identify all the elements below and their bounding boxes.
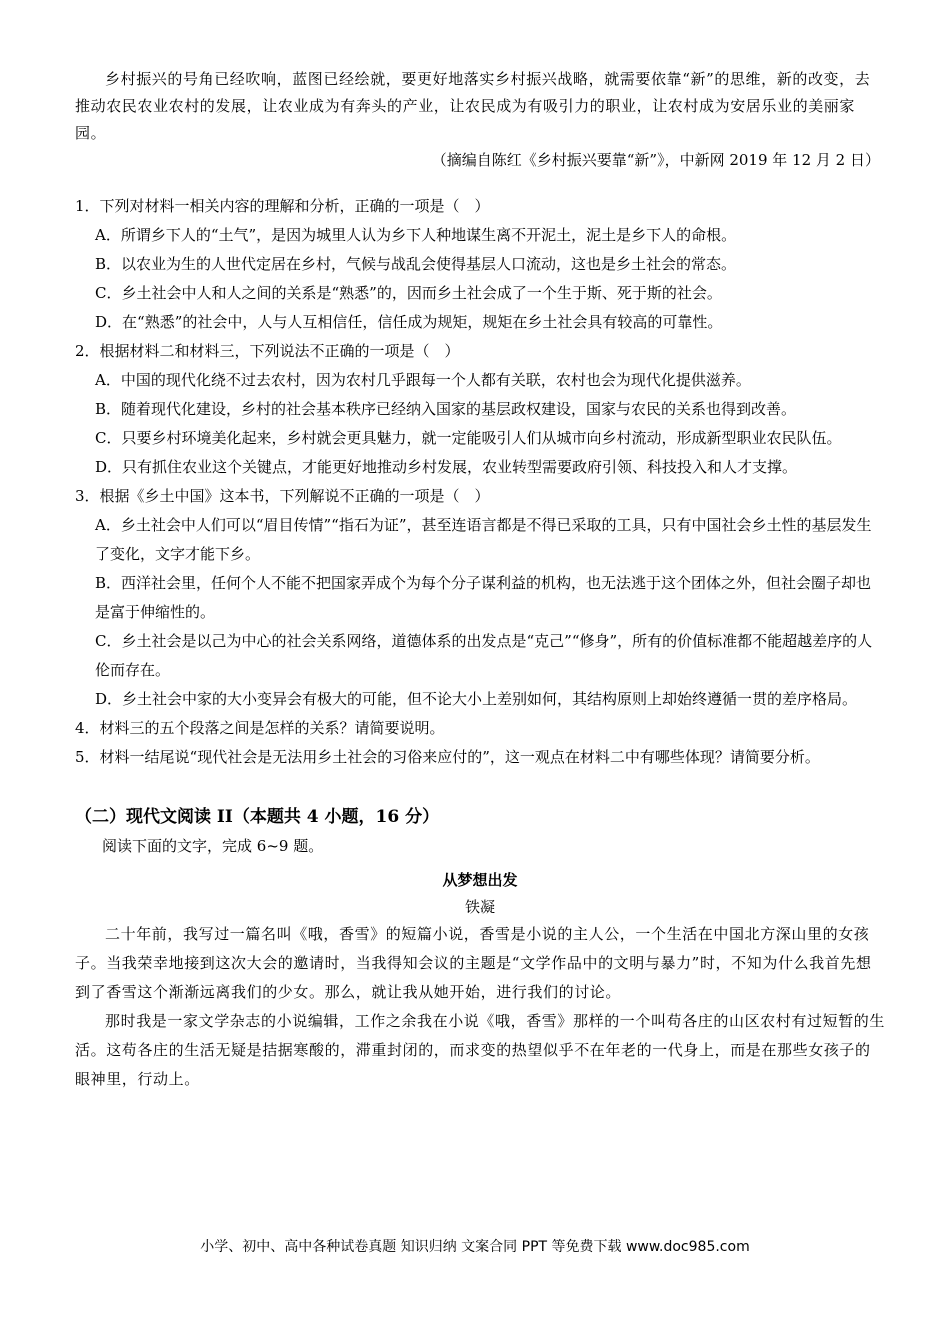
section-2-instruction: 阅读下面的文字，完成 6~9 题。 [102,837,324,855]
question-3-option-d: D．乡土社会中家的大小变异会有极大的可能，但不论大小上差别如何，其结构原则上却始终遵循一贯的差序格局。 [95,690,858,708]
question-3-stem: 3．根据《乡土中国》这本书，下列解说不正确的一项是（ ） [75,487,490,505]
question-5-stem: 5．材料一结尾说“现代社会是无法用乡土社会的习俗来应付的”，这一观点在材料二中有哪些体现？请简要分析。 [75,748,820,766]
question-1-option-a: A．所谓乡下人的“土气”，是因为城里人认为乡下人种地谋生离不开泥土，泥土是乡下人的命根。 [95,226,737,244]
question-2-option-b: B．随着现代化建设，乡村的社会基本秩序已经纳入国家的基层政权建设，国家与农民的关系也得到改善。 [95,400,797,418]
question-3-option-a: A．乡土社会中人们可以“眉目传情”“指石为证”，甚至连语言都是不得已采取的工具，只有中国社会乡土性的基层发生了变化，文字才能下乡。 [95,516,872,563]
question-1-option-b: B．以农业为生的人世代定居在乡村，气候与战乱会使得基层人口流动，这也是乡土社会的常态。 [95,255,737,273]
question-3-option-b: B．西洋社会里，任何个人不能不把国家弄成个为每个分子谋利益的机构，也无法逃于这个团体之外，但社会圈子却也是富于伸缩性的。 [95,574,872,621]
intro-paragraph: 乡村振兴的号角已经吹响，蓝图已经绘就，要更好地落实乡村振兴战略，就需要依靠“新”的思维，新的改变，去推动农民农业农村的发展，让农业成为有奔头的产业，让农民成为有吸引力的职业，让农村成为安居乐业的美丽家园。 [75,70,871,142]
question-4-stem: 4．材料三的五个段落之间是怎样的关系？请简要说明。 [75,719,445,737]
question-2-option-c: C．只要乡村环境美化起来，乡村就会更具魅力，就一定能吸引人们从城市向乡村流动，形成新型职业农民队伍。 [95,429,842,447]
section-2-title: （二）现代文阅读 II（本题共 4 小题，16 分） [75,807,440,827]
question-2-option-a: A．中国的现代化绕不过去农村，因为农村几乎跟每一个人都有关联，农村也会为现代化提供滋养。 [95,371,751,389]
article-author: 铁凝 [464,898,495,916]
page-footer: 小学、初中、高中各种试卷真题 知识归纳 文案合同 PPT 等免费下载 www.doc985.com [200,1239,750,1255]
question-3-option-c: C．乡土社会是以己为中心的社会关系网络，道德体系的出发点是“克己”“修身”，所有的价值标准都不能超越差序的人伦而存在。 [95,632,873,679]
article-paragraph-2: 那时我是一家文学杂志的小说编辑，工作之余我在小说《哦，香雪》那样的一个叫苟各庄的山区农村有过短暂的生活。这苟各庄的生活无疑是拮据寒酸的，滞重封闭的，而求变的热望似乎不在年老的一代身上，而是在那些女孩子的眼神里，行动上。 [75,1012,886,1088]
article-paragraph-1: 二十年前，我写过一篇名叫《哦，香雪》的短篇小说，香雪是小说的主人公，一个生活在中国北方深山里的女孩子。当我荣幸地接到这次大会的邀请时，当我得知会议的主题是“文学作品中的文明与暴力”时，不知为什么我首先想到了香雪这个渐渐远离我们的少女。那么，就让我从她开始，进行我们的讨论。 [75,925,872,1001]
question-1-stem: 1．下列对材料一相关内容的理解和分析，正确的一项是（ ） [75,197,490,215]
source-citation: （摘编自陈红《乡村振兴要靠“新”》，中新网 2019 年 12 月 2 日） [431,151,880,169]
question-2-stem: 2．根据材料二和材料三，下列说法不正确的一项是（ ） [75,342,460,360]
document-page [75,66,885,1094]
question-1-option-c: C．乡土社会中人和人之间的关系是“熟悉”的，因而乡土社会成了一个生于斯、死于斯的社会。 [95,284,722,302]
question-1-option-d: D．在“熟悉”的社会中，人与人互相信任，信任成为规矩，规矩在乡土社会具有较高的可靠性。 [95,313,723,331]
question-2-option-d: D．只有抓住农业这个关键点，才能更好地推动乡村发展，农业转型需要政府引领、科技投入和人才支撑。 [95,458,798,476]
question-list [75,192,885,772]
article-title: 从梦想出发 [442,871,518,889]
